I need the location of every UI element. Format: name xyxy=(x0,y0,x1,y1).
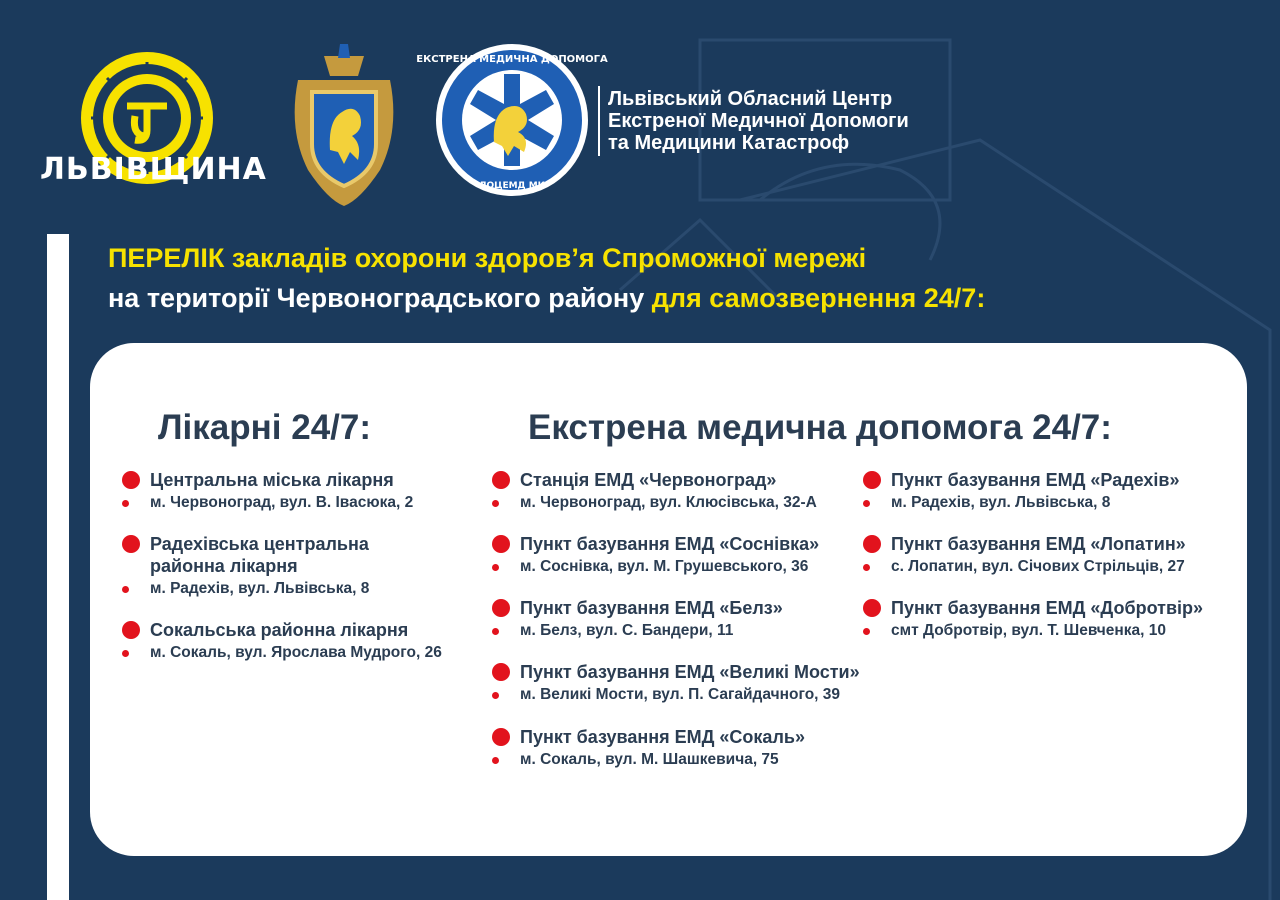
facility-address: с. Лопатин, вул. Січових Стрільців, 27 xyxy=(863,556,1243,577)
emd-ring-text: ЕКСТРЕНА МЕДИЧНА ДОПОМОГА xyxy=(416,54,608,65)
org-divider xyxy=(598,86,600,156)
headline-text: закладів охорони здоров’я xyxy=(224,243,603,273)
list-item xyxy=(122,469,442,513)
list-item xyxy=(122,533,402,599)
emd-bottom-text: ЛОЦЕМД МК xyxy=(478,181,546,191)
facility-name: Пункт базування ЕМД «Соснівка» xyxy=(492,533,872,555)
headline-text: ПЕРЕЛІК xyxy=(108,243,225,273)
headline-text: на території Червоноградського району xyxy=(108,283,652,313)
list-item xyxy=(863,469,1243,513)
facility-name: Пункт базування ЕМД «Великі Мости» xyxy=(492,661,872,683)
facility-name: Пункт базування ЕМД «Добротвір» xyxy=(863,597,1243,619)
facility-name: Пункт базування ЕМД «Лопатин» xyxy=(863,533,1243,555)
facilities-panel xyxy=(90,343,1247,856)
facility-address: смт Добротвір, вул. Т. Шевченка, 10 xyxy=(863,620,1243,641)
list-item xyxy=(492,533,872,577)
facility-name: Станція ЕМД «Червоноград» xyxy=(492,469,872,491)
facility-address: м. Сокаль, вул. Ярослава Мудрого, 26 xyxy=(122,642,462,663)
organization-name xyxy=(608,88,909,154)
list-item xyxy=(863,597,1243,641)
org-name-line: Екстреної Медичної Допомоги xyxy=(608,110,909,132)
facility-address: м. Червоноград, вул. В. Івасюка, 2 xyxy=(122,492,442,513)
org-name-line: та Медицини Катастроф xyxy=(608,132,850,154)
hospitals-title: Лікарні 24/7: xyxy=(158,408,372,447)
facility-address: м. Соснівка, вул. М. Грушевського, 36 xyxy=(492,556,872,577)
list-item xyxy=(492,726,872,770)
emd-emblem-icon xyxy=(416,42,608,198)
org-name-line: Львівський Обласний Центр xyxy=(608,88,893,110)
facility-address: м. Радехів, вул. Львівська, 8 xyxy=(122,578,402,599)
list-item xyxy=(492,469,872,513)
facility-name: Пункт базування ЕМД «Белз» xyxy=(492,597,872,619)
facility-address: м. Червоноград, вул. Клюсівська, 32-А xyxy=(492,492,872,513)
accent-bar xyxy=(47,234,69,900)
facility-name: Центральна міська лікарня xyxy=(122,469,442,491)
headline-text: для самозвернення 24/7: xyxy=(651,283,986,313)
page-headline xyxy=(108,238,985,318)
facility-address: м. Сокаль, вул. М. Шашкевича, 75 xyxy=(492,749,872,770)
region-wordmark: ЛЬВІВЩИНА xyxy=(40,152,267,187)
list-item xyxy=(492,597,872,641)
headline-text: Спроможної мережі xyxy=(602,243,867,273)
list-item xyxy=(492,661,872,705)
facility-name: Пункт базування ЕМД «Радехів» xyxy=(863,469,1243,491)
facility-name: Сокальська районна лікарня xyxy=(122,619,462,641)
facility-name: Радехівська центральна районна лікарня xyxy=(122,533,402,577)
coat-of-arms-icon xyxy=(278,40,410,208)
list-item xyxy=(863,533,1243,577)
list-item xyxy=(122,619,462,663)
facility-address: м. Радехів, вул. Львівська, 8 xyxy=(863,492,1243,513)
facility-name: Пункт базування ЕМД «Сокаль» xyxy=(492,726,872,748)
facility-address: м. Великі Мости, вул. П. Сагайдачного, 39 xyxy=(492,684,872,705)
facility-address: м. Белз, вул. С. Бандери, 11 xyxy=(492,620,872,641)
emergency-title: Екстрена медична допомога 24/7: xyxy=(528,408,1112,447)
